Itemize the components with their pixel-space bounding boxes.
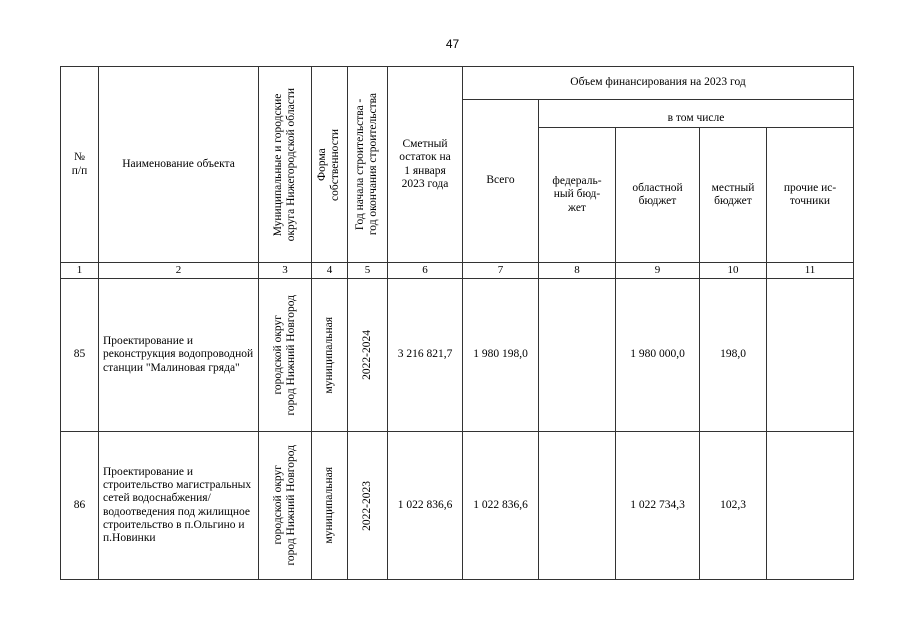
district-cell bbox=[259, 279, 312, 432]
column-number: 8 bbox=[539, 263, 616, 279]
header-num: № п/п bbox=[61, 67, 99, 263]
ownership-value: муниципальная bbox=[322, 467, 335, 544]
column-number: 9 bbox=[616, 263, 700, 279]
header-district-cell bbox=[259, 67, 312, 263]
header-years: Год начала строительства - год окончания строительства bbox=[354, 93, 380, 236]
column-number: 6 bbox=[388, 263, 463, 279]
estimate-value: 3 216 821,7 bbox=[388, 279, 463, 432]
row-num: 85 bbox=[61, 279, 99, 432]
object-name bbox=[99, 432, 259, 580]
column-number: 1 bbox=[61, 263, 99, 279]
federal-value bbox=[539, 432, 616, 580]
estimate-value: 1 022 836,6 bbox=[388, 432, 463, 580]
header-estimate: Сметный остаток на 1 января 2023 года bbox=[388, 67, 463, 263]
object-name-text: Проектирование и реконструкция водопроводной станции "Малиновая гряда" bbox=[103, 335, 254, 374]
total-value: 1 980 198,0 bbox=[463, 279, 539, 432]
column-number: 4 bbox=[312, 263, 348, 279]
header-ownership-cell bbox=[312, 67, 348, 263]
header-years-cell bbox=[348, 67, 388, 263]
header-local: местный бюджет bbox=[700, 128, 767, 263]
table-row bbox=[61, 279, 854, 432]
object-name-text: Проектирование и строительство магистральных сетей водоснабжения/водоотведения под жилищное строительство в п.Ольгино и п.Новинки bbox=[103, 465, 252, 544]
total-value: 1 022 836,6 bbox=[463, 432, 539, 580]
district-value: городской округ город Нижний Новгород bbox=[271, 294, 297, 416]
other-value bbox=[767, 279, 854, 432]
local-value: 102,3 bbox=[700, 432, 767, 580]
column-number: 2 bbox=[99, 263, 259, 279]
other-value bbox=[767, 432, 854, 580]
district-cell bbox=[259, 432, 312, 580]
years-value: 2022-2024 bbox=[360, 330, 373, 380]
page-number: 47 bbox=[445, 37, 460, 51]
regional-value: 1 022 734,3 bbox=[616, 432, 700, 580]
header-ownership: Форма собственности bbox=[316, 128, 342, 201]
financing-table bbox=[60, 66, 854, 580]
header-including: в том числе bbox=[539, 100, 854, 128]
column-number: 7 bbox=[463, 263, 539, 279]
column-number: 10 bbox=[700, 263, 767, 279]
federal-value bbox=[539, 279, 616, 432]
local-value: 198,0 bbox=[700, 279, 767, 432]
header-funding: Объем финансирования на 2023 год bbox=[463, 67, 854, 100]
regional-value: 1 980 000,0 bbox=[616, 279, 700, 432]
column-number: 3 bbox=[259, 263, 312, 279]
years-value: 2022-2023 bbox=[360, 480, 373, 531]
row-num: 86 bbox=[61, 432, 99, 580]
years-cell bbox=[348, 279, 388, 432]
header-regional: областной бюджет bbox=[616, 128, 700, 263]
years-cell bbox=[348, 432, 388, 580]
header-other: прочие ис- точники bbox=[767, 128, 854, 263]
ownership-cell bbox=[312, 432, 348, 580]
table-row bbox=[61, 432, 854, 580]
ownership-value: муниципальная bbox=[322, 316, 335, 394]
ownership-cell bbox=[312, 279, 348, 432]
header-federal: федераль- ный бюд- жет bbox=[539, 128, 616, 263]
header-district: Муниципальные и городские округа Нижегородской области bbox=[271, 87, 297, 242]
column-number-row bbox=[61, 263, 854, 279]
header-name: Наименование объекта bbox=[99, 67, 259, 263]
district-value: городской округ город Нижний Новгород bbox=[271, 445, 297, 566]
column-number: 11 bbox=[767, 263, 854, 279]
header-total: Всего bbox=[463, 100, 539, 263]
object-name bbox=[99, 279, 259, 432]
column-number: 5 bbox=[348, 263, 388, 279]
